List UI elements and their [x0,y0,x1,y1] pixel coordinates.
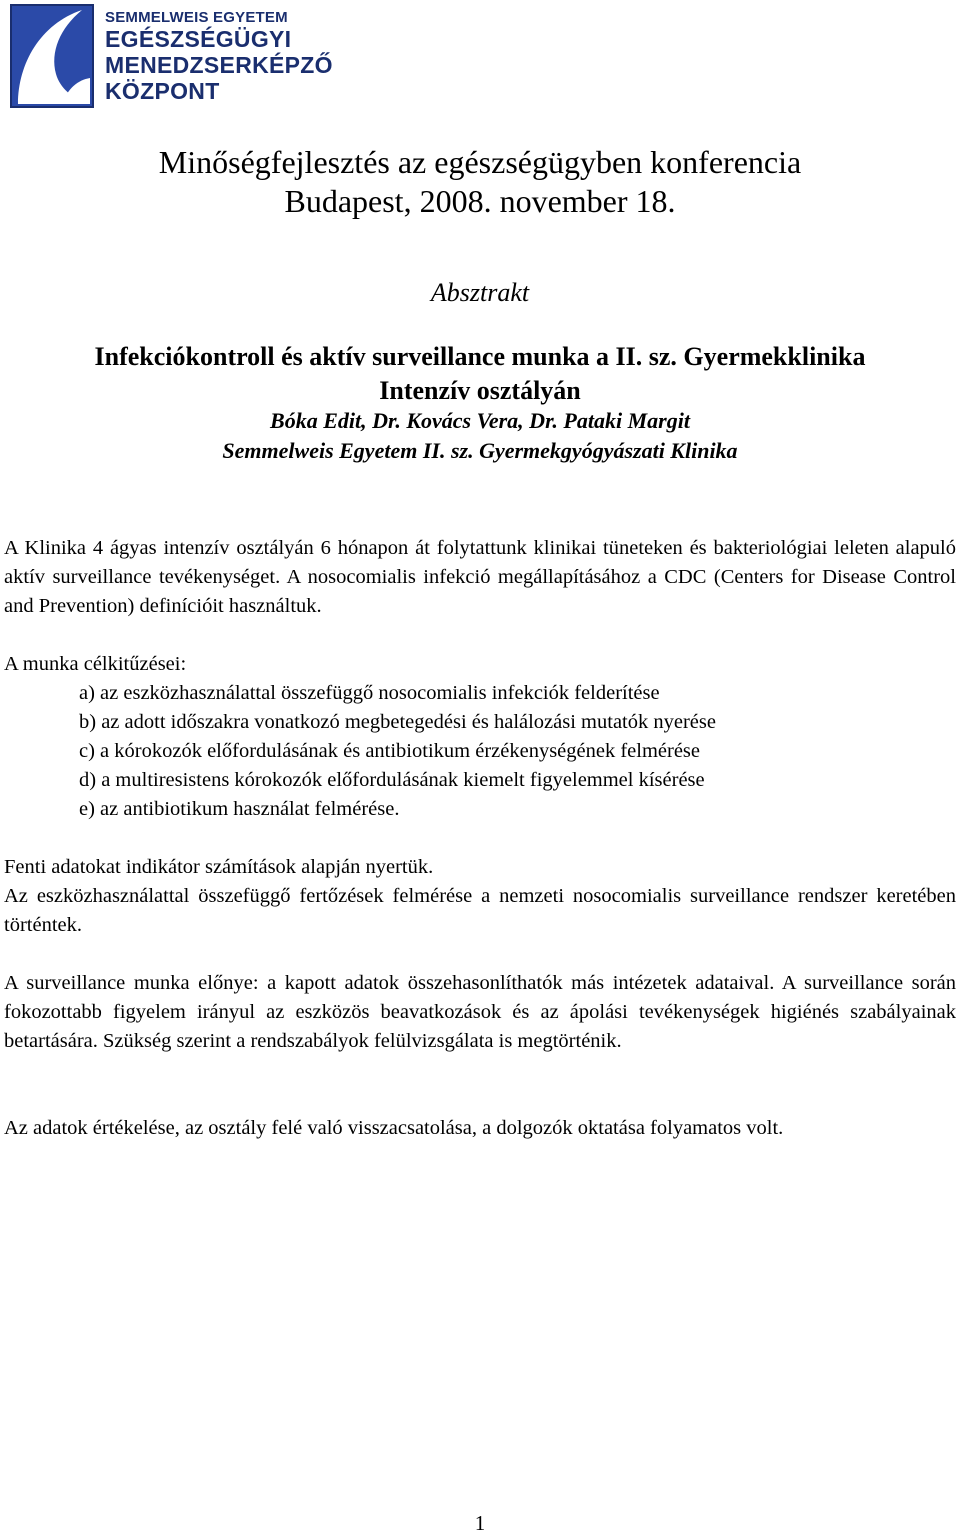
logo-wordmark [105,4,333,103]
logo-line-university: SEMMELWEIS EGYETEM [105,9,288,26]
logo-emblem-icon [10,4,94,108]
talk-title-line-1: Infekciókontroll és aktív surveillance munka a II. sz. Gyermekklinika [94,342,866,371]
abstract-label: Absztrakt [430,278,530,307]
goal-item-c: c) a kórokozók előfordulásának és antibiotikum érzékenységének felmérése [79,740,701,762]
goal-item-b: b) az adott időszakra vonatkozó megbetegedési és halálozási mutatók nyerése [79,711,716,733]
page-number: 1 [474,1511,486,1535]
paragraph-intro: A Klinika 4 ágyas intenzív osztályán 6 hónapon át folytattunk klinikai tüneteken és bakteriológiai leleten alapuló aktív surveillance tevékenységet. A nosocomialis infekció megállapításához a CDC (Centers for Disease Control and Prevention) definícióit használtuk. [4,537,956,617]
goals-section [4,650,956,824]
goal-item-e: e) az antibiotikum használat felmérése. [79,798,400,820]
goals-intro: A munka célkitűzései: [4,653,187,675]
affiliation: Semmelweis Egyetem II. sz. Gyermekgyógyászati Klinika [222,438,738,463]
indicators-line: Fenti adatokat indikátor számítások alapján nyertük. [4,856,434,878]
goal-item-a: a) az eszközhasználattal összefüggő nosocomialis infekciók felderítése [79,682,660,704]
paragraph-indicators [4,853,956,940]
institution-logo [10,4,333,110]
surveillance-system-text: Az eszközhasználattal összefüggő fertőzések felmérése a nemzeti nosocomialis surveillance rendszer keretében történtek. [4,885,956,936]
logo-line-3: KÖZPONT [105,78,220,104]
conference-place-date: Budapest, 2008. november 18. [284,183,676,219]
paragraph-advantages: A surveillance munka előnye: a kapott adatok összehasonlíthatók más intézetek adataival. A surveillance során fokozottabb figyelem irányul az eszközös beavatkozások és az ápolási tevékenységek higiénés szabályainak betartására. Szükség szerint a rendszabályok felülvizsgálata is megtörténik. [4,972,956,1052]
conference-title: Minőségfejlesztés az egészségügyben konferencia [158,144,802,180]
logo-line-2: MENEDZSERKÉPZŐ [105,52,333,78]
authors: Bóka Edit, Dr. Kovács Vera, Dr. Pataki Margit [270,408,690,433]
logo-line-1: EGÉSZSÉGÜGYI [105,26,292,52]
goal-item-d: d) a multiresistens kórokozók előfordulásának kiemelt figyelemmel kísérése [79,769,705,791]
talk-title-line-2: Intenzív osztályán [379,376,581,405]
paragraph-evaluation: Az adatok értékelése, az osztály felé való visszacsatolása, a dolgozók oktatása folyamatos volt. [4,1117,784,1139]
